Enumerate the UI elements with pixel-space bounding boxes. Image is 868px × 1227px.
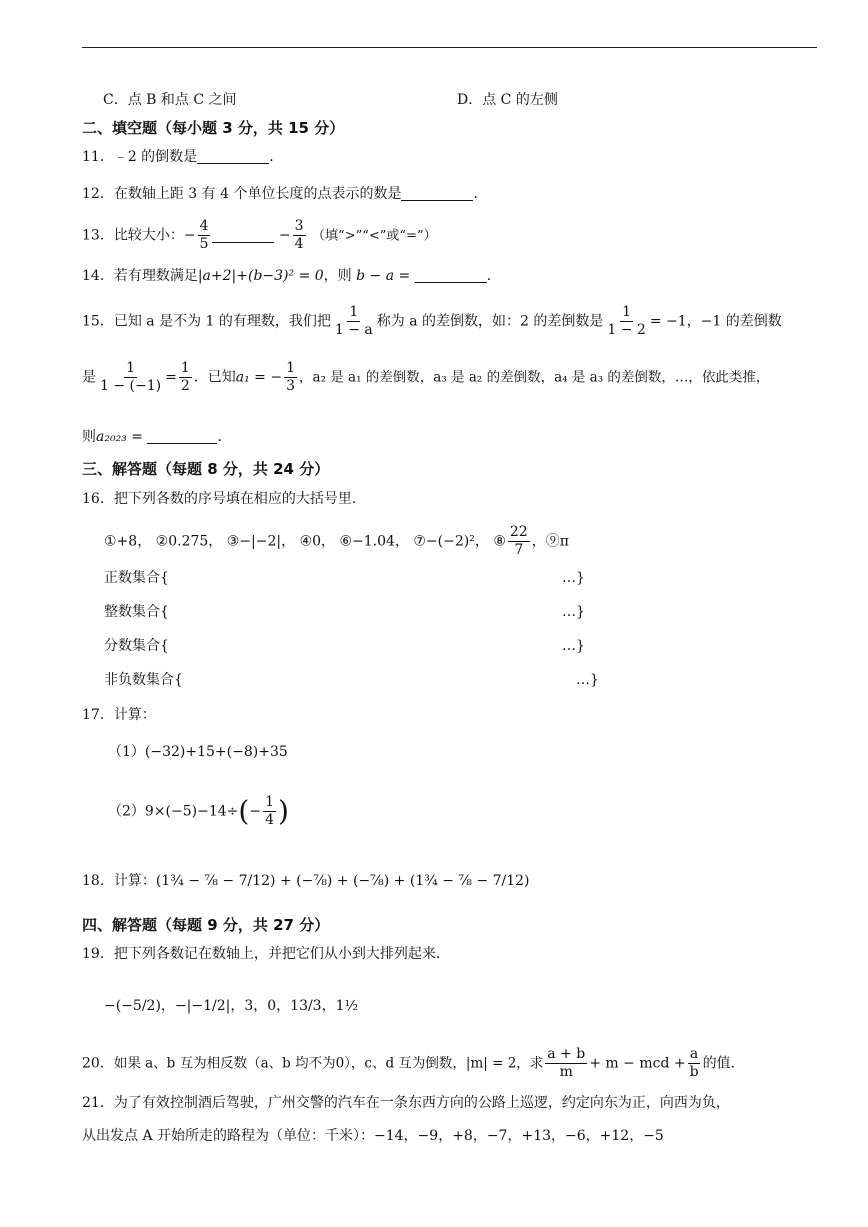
set-fraction (104, 636, 169, 656)
q15-fraction-5: $\frac{1}{3}$ (286, 360, 296, 394)
set-nonnegative-end: …} (576, 672, 599, 688)
q15-text-4: 是 (82, 369, 96, 386)
q15-fraction-4: $\frac{1}{2}$ (180, 360, 190, 394)
q15-a2023-expression: a₂₀₂₃ = (96, 429, 143, 445)
q17-text: 计算： (113, 707, 156, 723)
q16-item-8: ⑧ (493, 533, 506, 550)
set-fraction-label: 分数集合{ (104, 638, 169, 654)
question-18 (82, 864, 530, 898)
q19-number: 19． (82, 946, 114, 962)
header-rule (82, 47, 817, 48)
q20-fraction-1: $\frac{a + b}{m}$ (547, 1046, 586, 1080)
q16-number-list (104, 524, 569, 559)
question-15-line-3 (82, 427, 231, 447)
q20-text-c: 的值． (702, 1055, 745, 1072)
q17-number: 17． (82, 707, 114, 723)
q15-a1-expression: a₁ = − (235, 369, 283, 386)
q20-number: 20． (82, 1055, 114, 1072)
q14-expression: |a+2|+(b−3)² = 0 (197, 268, 324, 284)
q16-item-8-fraction: $\frac{22}{7}$ (509, 524, 528, 558)
q16-item-2: ②0.275， (155, 533, 223, 550)
q16-item-6: ⑥−1.04， (339, 533, 409, 550)
q20-text-a: 如果 a、b 互为相反数（a、b 均不为0），c、d 互为倒数，|m| = 2，求 (113, 1055, 544, 1072)
q20-fraction-2: $\frac{a}{b}$ (689, 1046, 699, 1080)
q18-expression: (1¾ − ⅞ − 7/12) + (−⅞) + (−⅞) + (1¾ − ⅞ − 7/12) (155, 873, 530, 889)
q16-item-4: ④0， (299, 533, 336, 550)
q16-number: 16． (82, 491, 114, 507)
q11-period: ． (269, 149, 284, 165)
set-nonnegative-label: 非负数集合{ (104, 672, 183, 688)
q12-period: ． (473, 186, 488, 202)
q11-text: ﹣2 的倒数是 (113, 149, 198, 165)
q21-number: 21． (82, 1095, 114, 1111)
question-17 (82, 705, 156, 725)
q13-answer-blank[interactable] (212, 228, 274, 243)
q14-number: 14． (82, 268, 114, 284)
q15-text-6: ，a₂ 是 a₁ 的差倒数，a₃ 是 a₂ 的差倒数，a₄ 是 a₃ 的差倒数，…，依此类推， (299, 369, 770, 386)
set-integer-label: 整数集合{ (104, 604, 169, 620)
question-21-line-2: 从出发点 A 开始所走的路程为（单位：千米）：−14，−9，+8，−7，+13，−6，+12，−5 (82, 1128, 664, 1144)
option-d: D．点 C 的左侧 (457, 92, 558, 108)
q14-text-b: ，则 (323, 268, 352, 284)
q13-fraction-2: $\frac{3}{4}$ (294, 218, 304, 252)
q11-answer-blank[interactable] (197, 149, 269, 164)
question-12 (82, 184, 487, 204)
q11-number: 11． (82, 149, 114, 165)
set-nonnegative (104, 670, 183, 690)
q15-equals: = (165, 369, 177, 386)
q15-number: 15． (82, 313, 114, 330)
q12-answer-blank[interactable] (401, 186, 473, 201)
q16-item-1: ①+8， (104, 533, 152, 550)
option-c: C．点 B 和点 C 之间 (103, 92, 237, 108)
question-15-line-1 (82, 304, 782, 339)
q15-answer-blank[interactable] (147, 429, 217, 444)
q17-part-2-text: （2）9×(−5)−14÷ (108, 803, 239, 820)
q15-fraction-2: $\frac{1}{1 - 2}$ (607, 304, 646, 338)
q19-number-list: −(−5/2)，−|−1/2|，3，0，13/3，1½ (104, 998, 359, 1014)
q15-fraction-3: $\frac{1}{1 - (-1)}$ (100, 360, 162, 394)
q17-part-2: （2）9×(−5)−14÷(− $\frac{1}{4}$ ) (108, 794, 289, 828)
set-positive-label: 正数集合{ (104, 570, 169, 586)
q13-text: 比较大小： (113, 227, 184, 244)
question-21-line-1 (82, 1093, 730, 1113)
section-heading-solve-9: 四、解答题（每题 9 分，共 27 分） (82, 916, 330, 934)
question-16 (82, 489, 366, 509)
set-positive (104, 568, 169, 588)
q15-text-1: 已知 a 是不为 1 的有理数，我们把 (113, 313, 331, 330)
q14-answer-blank[interactable] (415, 268, 487, 283)
section-heading-fill-in: 二、填空题（每小题 3 分，共 15 分） (82, 119, 345, 137)
q20-text-b: + m − mcd + (589, 1055, 686, 1072)
set-integer (104, 602, 169, 622)
q13-number: 13． (82, 227, 114, 244)
q17-fraction: $\frac{1}{4}$ (265, 794, 274, 828)
q13-hint: （填“>”“<”或“=”） (312, 228, 437, 244)
q16-item-7: ⑦−(−2)²， (413, 533, 489, 550)
question-11 (82, 147, 283, 167)
q16-item-3: ③−|−2|， (226, 533, 296, 550)
q12-text: 在数轴上距 3 有 4 个单位长度的点表示的数是 (113, 186, 402, 202)
section-heading-solve-8: 三、解答题（每题 8 分，共 24 分） (82, 460, 330, 478)
q16-item-9: ，⑨π (531, 533, 569, 550)
set-integer-end: …} (562, 604, 585, 620)
q15-fraction-1: $\frac{1}{1 - a}$ (334, 304, 373, 338)
q15-period: ． (217, 429, 232, 445)
set-fraction-end: …} (562, 638, 585, 654)
question-15-line-2 (82, 360, 769, 395)
q15-text-7: 则 (82, 429, 96, 445)
q17-part-1: （1）(−32)+15+(−8)+35 (108, 744, 288, 760)
q19-text: 把下列各数记在数轴上，并把它们从小到大排列起来． (113, 946, 450, 962)
q18-number: 18． (82, 873, 114, 889)
q15-text-2: 称为 a 的差倒数，如：2 的差倒数是 (376, 313, 604, 330)
question-20 (82, 1046, 745, 1081)
q14-expression-2: b − a = (356, 268, 411, 284)
q18-text: 计算： (113, 873, 156, 889)
question-13: 13．比较大小：− $\frac{4}{5}$ − $\frac{3}{4}$ （填“>”“<”或“=”） (82, 218, 437, 252)
q15-text-3: = −1，−1 的差倒数 (649, 313, 782, 330)
q21-text-1: 为了有效控制酒后驾驶，广州交警的汽车在一条东西方向的公路上巡逻，约定向东为正，向西为负， (113, 1095, 730, 1111)
q15-text-5: ．已知 (193, 369, 236, 386)
question-14 (82, 266, 501, 286)
q16-text: 把下列各数的序号填在相应的大括号里． (113, 491, 366, 507)
q13-fraction-1: $\frac{4}{5}$ (199, 218, 209, 252)
q14-text: 若有理数满足 (113, 268, 198, 284)
q14-period: ． (486, 268, 501, 284)
q12-number: 12． (82, 186, 114, 202)
set-positive-end: …} (562, 570, 585, 586)
question-19 (82, 944, 450, 964)
